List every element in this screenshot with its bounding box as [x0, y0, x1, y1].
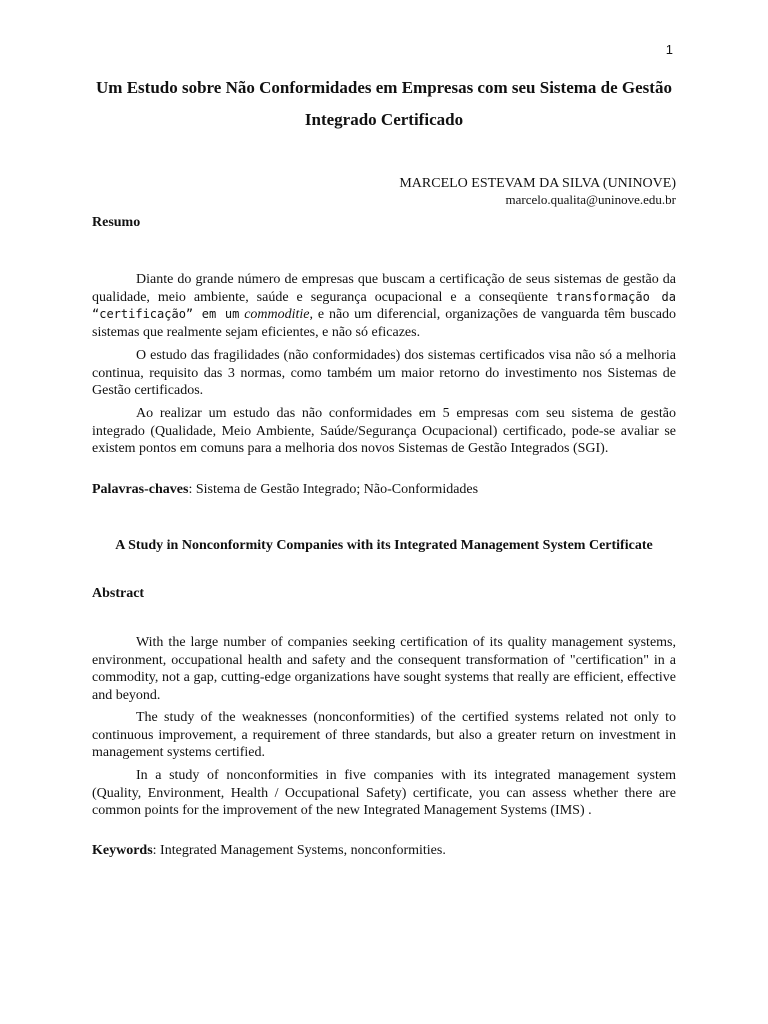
abstract-keywords-label: Keywords: [92, 843, 153, 858]
resumo-p1-text-a: Diante do grande número de empresas que buscam a certificação de seus sistemas de gestão da qualidade, meio ambiente, saúde e segurança ocupacional e a conseqüente: [92, 272, 676, 305]
paper-title: Um Estudo sobre Não Conformidades em Empresas com seu Sistema de Gestão Integrado Certificado: [96, 78, 672, 129]
abstract-keywords-text: : Integrated Management Systems, nonconformities.: [152, 843, 446, 858]
resumo-heading: Resumo: [92, 215, 141, 230]
resumo-p1-mono: transformação da “certificação” em um: [92, 289, 677, 321]
resumo-keywords-text: : Sistema de Gestão Integrado; Não-Conformidades: [188, 482, 479, 497]
resumo-paragraph-1: [92, 271, 676, 341]
resumo-p1-emphasis: commoditie: [244, 307, 310, 322]
abstract-paragraph-1: With the large number of companies seeking certification of its quality management systems, environment, occupational health and safety and the consequent transformation of "certification" in a commodity, not a gap, cutting-edge organizations have sought systems that really are efficient, effective and beyond.: [92, 635, 676, 703]
author-block: [399, 176, 676, 208]
resumo-paragraph-2: O estudo das fragilidades (não conformidades) dos sistemas certificados visa não só a melhoria continua, requisito das 3 normas, como também um maior retorno do investimento nos Sistemas de Gestão certificados.: [92, 348, 676, 398]
author-name: MARCELO ESTEVAM DA SILVA (UNINOVE): [399, 176, 676, 191]
resumo-keywords: [92, 481, 676, 499]
english-title: A Study in Nonconformity Companies with its Integrated Management System Certificate: [115, 538, 653, 553]
abstract-heading: Abstract: [92, 586, 145, 601]
abstract-keywords: [92, 842, 676, 860]
page-number: 1: [665, 42, 673, 57]
author-email: marcelo.qualita@uninove.edu.br: [505, 192, 676, 207]
resumo-keywords-label: Palavras-chaves: [92, 482, 189, 497]
abstract-paragraph-3: In a study of nonconformities in five companies with its integrated management system (Quality, Environment, Health / Occupational Safety) certificate, you can assess whether there are common points for the improvement of the new Integrated Management Systems (IMS) .: [92, 768, 676, 818]
resumo-paragraph-3: Ao realizar um estudo das não conformidades em 5 empresas com seu sistema de gestão integrado (Qualidade, Meio Ambiente, Saúde/Segurança Ocupacional) certificado, pode-se avaliar se existem pontos em comuns para a melhoria dos novos Sistemas de Gestão Integrados (SGI).: [92, 406, 676, 456]
resumo-p1-text-b: , e não um diferencial, organizações de vanguarda têm buscado sistemas que realmente sejam eficientes, e não só eficazes.: [92, 307, 676, 340]
abstract-paragraph-2: The study of the weaknesses (nonconformities) of the certified systems related not only to continuous improvement, a requirement of three standards, but also a greater return on investment in management systems certified.: [92, 710, 676, 760]
